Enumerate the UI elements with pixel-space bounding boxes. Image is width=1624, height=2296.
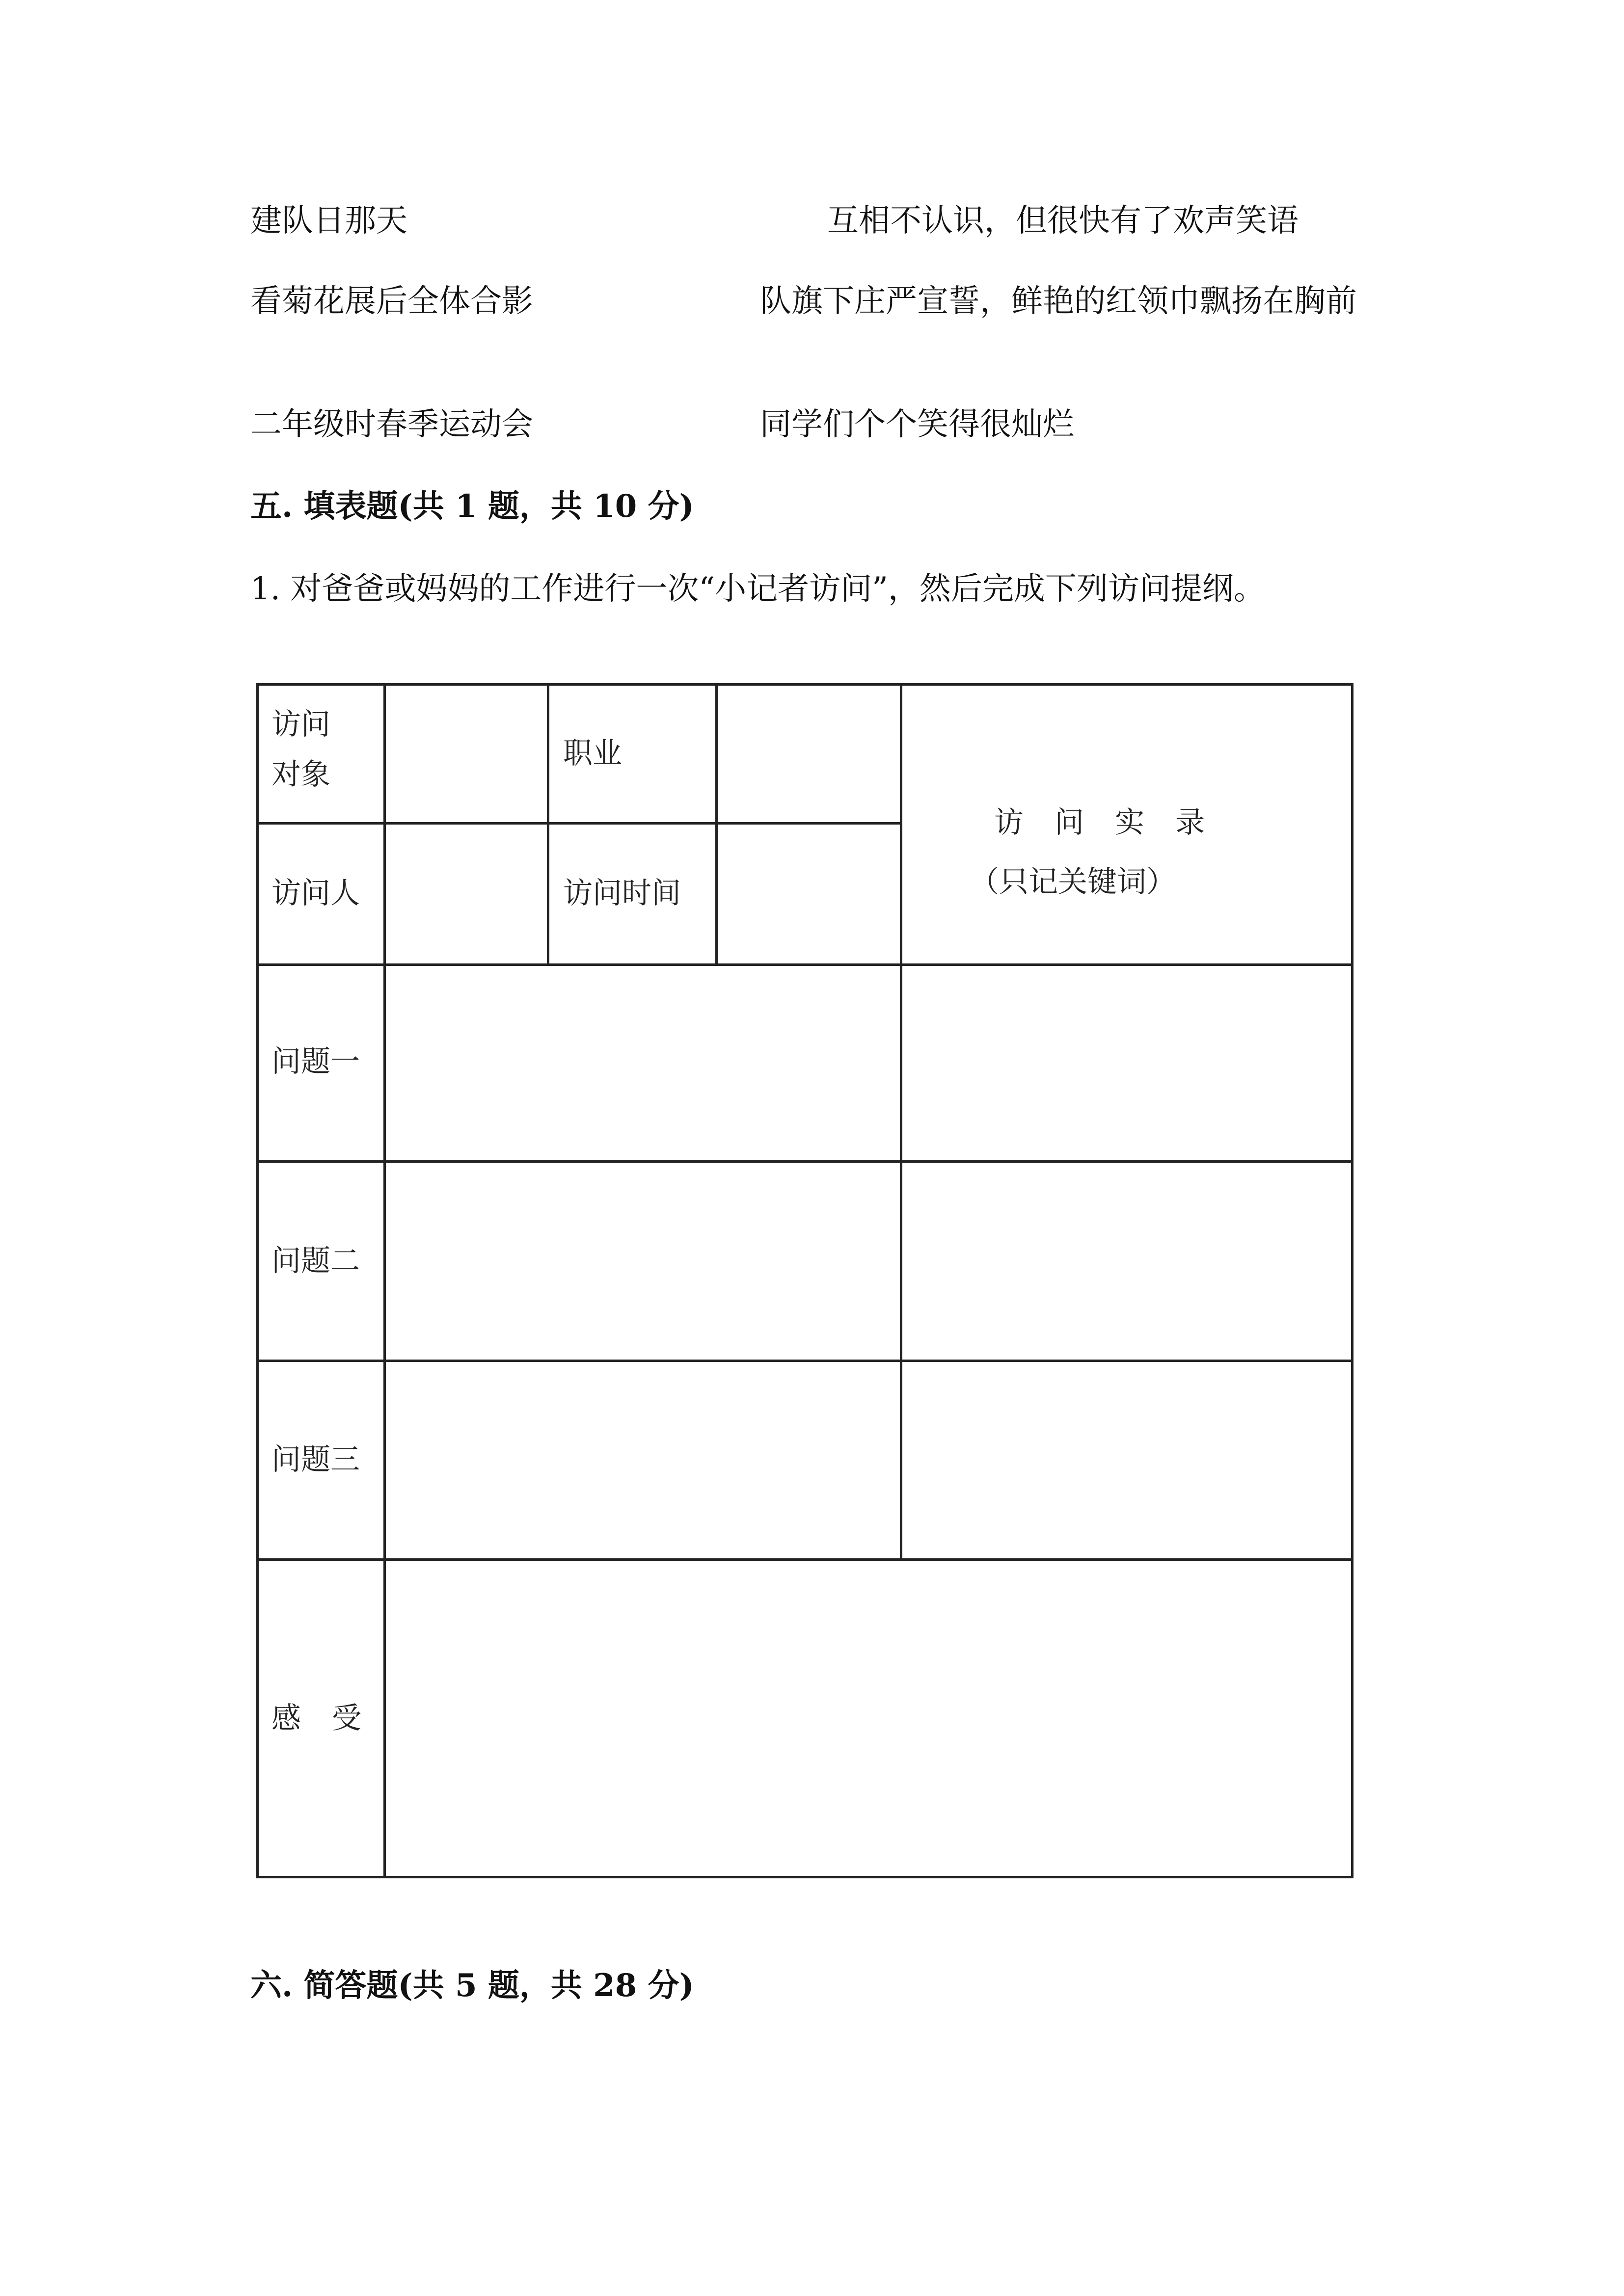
feeling-cell[interactable] bbox=[386, 1561, 1351, 1876]
label-record-sub: （只记关键词） bbox=[970, 865, 1176, 899]
interviewer-value-cell[interactable] bbox=[386, 825, 547, 963]
question-1-cell[interactable] bbox=[386, 966, 900, 1160]
match-left-3: 二年级时春季运动会 bbox=[250, 406, 533, 443]
label-feeling: 感 受 bbox=[271, 1701, 373, 1735]
label-interviewer: 访问人 bbox=[271, 876, 360, 910]
match-right-3: 同学们个个笑得很灿烂 bbox=[760, 406, 1074, 443]
section-5-heading: 五. 填表题(共 1 题，共 10 分) bbox=[250, 488, 694, 525]
label-question-1: 问题一 bbox=[271, 1044, 360, 1079]
label-interviewee-line1: 访问 bbox=[271, 707, 330, 742]
match-right-1: 互相不认识，但很快有了欢声笑语 bbox=[827, 203, 1299, 239]
interviewee-value-cell[interactable] bbox=[386, 686, 547, 822]
question-3-cell[interactable] bbox=[386, 1362, 900, 1558]
label-interviewee-line2: 对象 bbox=[271, 757, 330, 792]
question-2-cell[interactable] bbox=[386, 1163, 900, 1360]
answer-1-cell[interactable] bbox=[902, 966, 1351, 1160]
label-interviewee bbox=[271, 699, 330, 800]
match-left-2: 看菊花展后全体合影 bbox=[250, 283, 533, 320]
label-question-3: 问题三 bbox=[271, 1442, 360, 1477]
label-interview-time: 访问时间 bbox=[563, 876, 681, 910]
occupation-value-cell[interactable] bbox=[718, 686, 900, 822]
answer-3-cell[interactable] bbox=[902, 1362, 1351, 1558]
label-record-title: 访 问 实 录 bbox=[994, 805, 1216, 840]
interview-time-value-cell[interactable] bbox=[718, 825, 900, 963]
label-occupation: 职业 bbox=[563, 736, 622, 771]
section-6-heading: 六. 简答题(共 5 题，共 28 分) bbox=[250, 1967, 694, 2004]
match-right-2: 队旗下庄严宣誓，鲜艳的红领巾飘扬在胸前 bbox=[760, 283, 1357, 320]
match-left-1: 建队日那天 bbox=[250, 203, 407, 239]
section-5-question: 1. 对爸爸或妈妈的工作进行一次“小记者访问”，然后完成下列访问提纲。 bbox=[250, 571, 1265, 607]
label-question-2: 问题二 bbox=[271, 1244, 360, 1278]
answer-2-cell[interactable] bbox=[902, 1163, 1351, 1360]
